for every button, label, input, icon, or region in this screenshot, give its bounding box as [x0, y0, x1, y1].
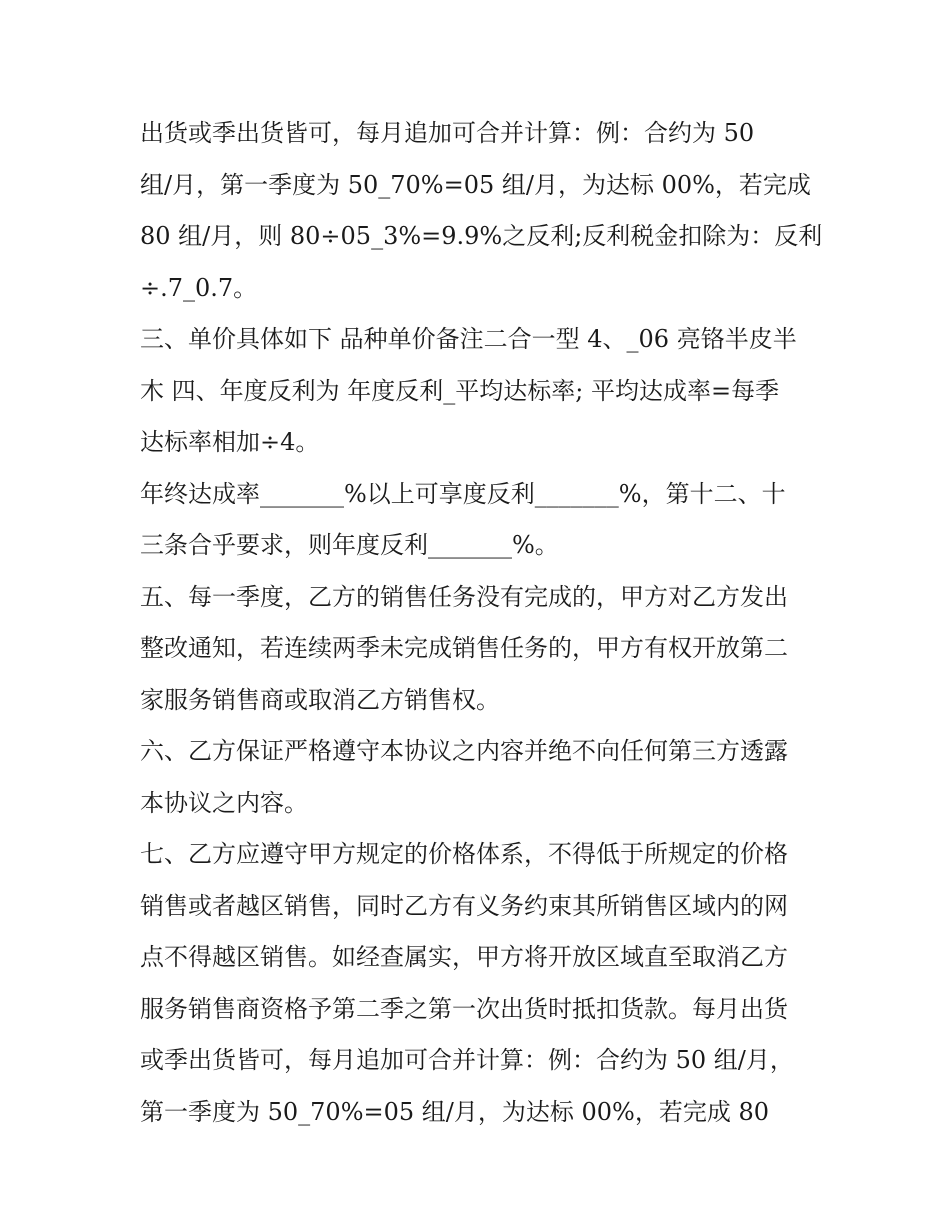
text-line: 第一季度为 50_70%=05 组/月，为达标 00%，若完成 80 — [140, 1097, 770, 1126]
text-line: 达标率相加÷4。 — [140, 428, 320, 456]
text-line: 80 组/月，则 80÷05_3%=9.9%之反利;反利税金扣除为：反利 — [140, 222, 823, 250]
text-line: 出货或季出货皆可，每月追加可合并计算：例：合约为 50 — [140, 119, 755, 147]
text-line: ÷.7_0.7。 — [140, 273, 258, 302]
text-line: 木 四、年度反利为 年度反利_平均达标率; 平均达成率=每季 — [140, 376, 780, 405]
text-line: 整改通知，若连续两季未完成销售任务的，甲方有权开放第二 — [140, 634, 788, 662]
text-line: 五、每一季度，乙方的销售任务没有完成的，甲方对乙方发出 — [140, 582, 788, 611]
text-line: 点不得越区销售。如经查属实，甲方将开放区域直至取消乙方 — [140, 943, 788, 971]
text-line: 或季出货皆可，每月追加可合并计算：例：合约为 50 组/月， — [140, 1046, 794, 1074]
text-line: 年终达成率_______%以上可享度反利_______%，第十二、十 — [140, 479, 786, 508]
text-line: 家服务销售商或取消乙方销售权。 — [140, 685, 500, 714]
text-line: 组/月，第一季度为 50_70%=05 组/月，为达标 00%，若完成 — [140, 170, 811, 199]
text-line: 销售或者越区销售，同时乙方有义务约束其所销售区域内的网 — [140, 891, 788, 920]
text-line: 三条合乎要求，则年度反利_______%。 — [140, 531, 559, 559]
text-line: 本协议之内容。 — [140, 788, 308, 817]
text-line: 三、单价具体如下 品种单价备注二合一型 4、_06 亮铬半皮半 — [140, 325, 797, 353]
text-line: 六、乙方保证严格遵守本协议之内容并绝不向任何第三方透露 — [140, 737, 788, 765]
body-text — [140, 108, 823, 1138]
text-line: 服务销售商资格予第二季之第一次出货时抵扣货款。每月出货 — [140, 994, 788, 1023]
text-line: 七、乙方应遵守甲方规定的价格体系，不得低于所规定的价格 — [140, 840, 788, 868]
